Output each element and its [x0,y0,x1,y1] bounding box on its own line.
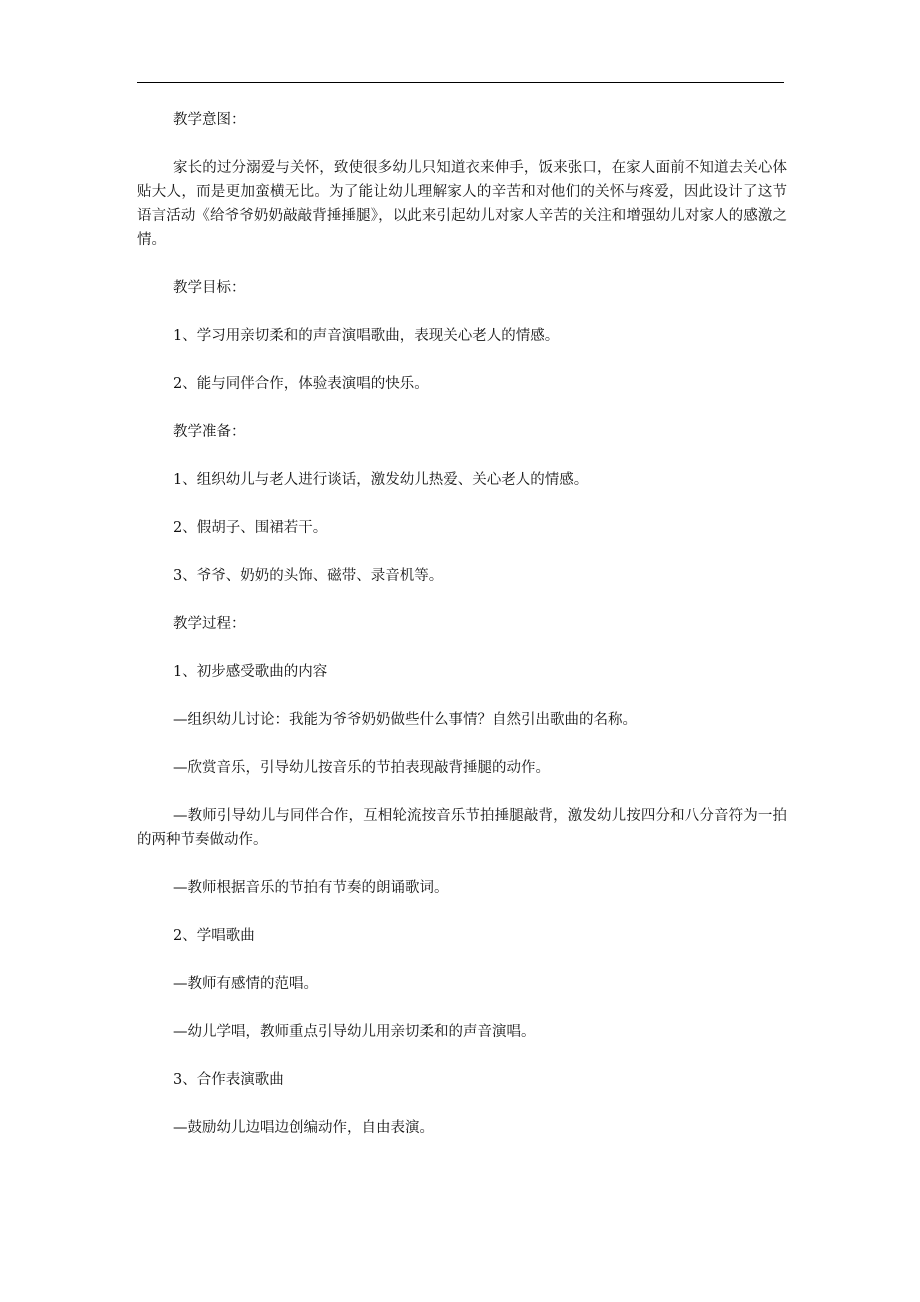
process-step-2-a: —教师有感情的范唱。 [173,976,318,992]
process-step-1-a: —组织幼儿讨论：我能为爷爷奶奶做些什么事情？自然引出歌曲的名称。 [173,712,637,728]
heading-preparation: 教学准备： [173,424,246,440]
process-step-2: 2、学唱歌曲 [173,928,255,944]
header-rule [137,82,784,83]
document-body [137,108,787,1164]
process-step-1-b: —欣赏音乐，引导幼儿按音乐的节拍表现敲背捶腿的动作。 [173,760,550,776]
heading-goals: 教学目标： [173,280,246,296]
preparation-item-1: 1、组织幼儿与老人进行谈话，激发幼儿热爱、关心老人的情感。 [173,472,589,488]
preparation-item-2: 2、假胡子、围裙若干。 [173,520,328,536]
process-step-1-d: —教师根据音乐的节拍有节奏的朗诵歌词。 [173,880,449,896]
preparation-item-3: 3、爷爷、奶奶的头饰、磁带、录音机等。 [173,568,444,584]
process-step-3-a: —鼓励幼儿边唱边创编动作，自由表演。 [173,1120,434,1136]
process-step-1-c: —教师引导幼儿与同伴合作，互相轮流按音乐节拍捶腿敲背，激发幼儿按四分和八分音符为一拍的两种节奏做动作。 [137,808,787,848]
heading-intent: 教学意图： [173,112,246,128]
process-step-1: 1、初步感受歌曲的内容 [173,664,328,680]
intent-paragraph: 家长的过分溺爱与关怀，致使很多幼儿只知道衣来伸手，饭来张口，在家人面前不知道去关心体贴大人，而是更加蛮横无比。为了能让幼儿理解家人的辛苦和对他们的关怀与疼爱，因此设计了这节语言活动《给爷爷奶奶敲敲背捶捶腿》，以此来引起幼儿对家人辛苦的关注和增强幼儿对家人的感激之情。 [137,160,787,248]
goal-item-2: 2、能与同伴合作，体验表演唱的快乐。 [173,376,429,392]
heading-process: 教学过程： [173,616,246,632]
process-step-2-b: —幼儿学唱，教师重点引导幼儿用亲切柔和的声音演唱。 [173,1024,536,1040]
process-step-3: 3、合作表演歌曲 [173,1072,284,1088]
goal-item-1: 1、学习用亲切柔和的声音演唱歌曲，表现关心老人的情感。 [173,328,560,344]
